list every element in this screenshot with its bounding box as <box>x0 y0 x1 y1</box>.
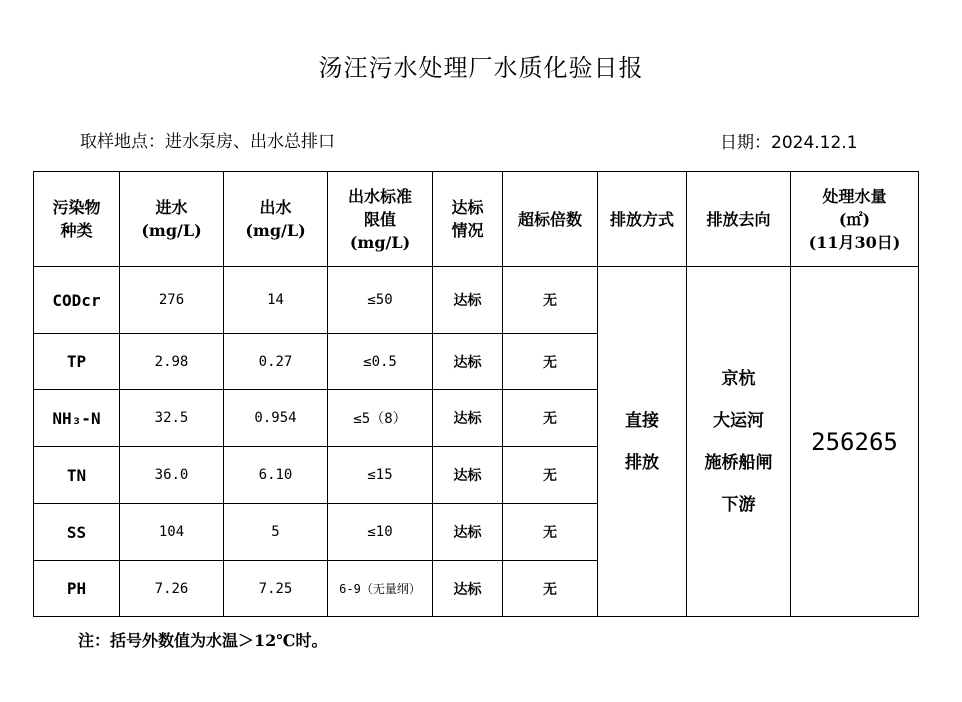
cell-discharge-destination: 京杭 大运河 施桥船闸 下游 <box>687 267 791 617</box>
cell-effluent: 7.25 <box>224 561 328 617</box>
header-volume: 处理水量 (㎡) (11月30日) <box>791 172 919 267</box>
table-header-row <box>34 172 919 267</box>
report-date: 日期：2024.12.1 <box>720 133 858 153</box>
cell-exceed: 无 <box>503 334 598 390</box>
cell-compliance: 达标 <box>433 447 503 504</box>
header-discharge-method: 排放方式 <box>598 172 687 267</box>
cell-pollutant: CODcr <box>34 267 120 334</box>
report-title: 汤汪污水处理厂水质化验日报 <box>318 54 644 82</box>
table-row <box>34 267 919 334</box>
water-quality-table <box>33 171 919 617</box>
cell-pollutant: NH₃-N <box>34 390 120 447</box>
cell-influent: 36.0 <box>120 447 224 504</box>
cell-effluent: 0.954 <box>224 390 328 447</box>
cell-compliance: 达标 <box>433 390 503 447</box>
header-exceed: 超标倍数 <box>503 172 598 267</box>
cell-exceed: 无 <box>503 267 598 334</box>
cell-limit: ≤15 <box>328 447 433 504</box>
header-discharge-destination: 排放去向 <box>687 172 791 267</box>
cell-limit: ≤10 <box>328 504 433 561</box>
cell-compliance: 达标 <box>433 504 503 561</box>
header-pollutant: 污染物 种类 <box>34 172 120 267</box>
cell-pollutant: TN <box>34 447 120 504</box>
header-effluent: 出水 (mg/L) <box>224 172 328 267</box>
cell-effluent: 6.10 <box>224 447 328 504</box>
footnote: 注：括号外数值为水温＞12℃时。 <box>78 631 328 650</box>
header-limit: 出水标准 限值 (mg/L) <box>328 172 433 267</box>
cell-limit: 6-9（无量纲） <box>328 561 433 617</box>
sampling-location: 取样地点：进水泵房、出水总排口 <box>80 132 335 152</box>
cell-pollutant: PH <box>34 561 120 617</box>
cell-compliance: 达标 <box>433 267 503 334</box>
cell-compliance: 达标 <box>433 561 503 617</box>
cell-pollutant: TP <box>34 334 120 390</box>
cell-influent: 2.98 <box>120 334 224 390</box>
cell-limit: ≤5（8） <box>328 390 433 447</box>
cell-influent: 276 <box>120 267 224 334</box>
cell-influent: 32.5 <box>120 390 224 447</box>
cell-limit: ≤50 <box>328 267 433 334</box>
header-compliance: 达标 情况 <box>433 172 503 267</box>
cell-effluent: 0.27 <box>224 334 328 390</box>
cell-limit: ≤0.5 <box>328 334 433 390</box>
cell-discharge-method: 直接 排放 <box>598 267 687 617</box>
cell-exceed: 无 <box>503 504 598 561</box>
cell-effluent: 14 <box>224 267 328 334</box>
cell-effluent: 5 <box>224 504 328 561</box>
cell-exceed: 无 <box>503 561 598 617</box>
cell-influent: 104 <box>120 504 224 561</box>
cell-exceed: 无 <box>503 390 598 447</box>
cell-exceed: 无 <box>503 447 598 504</box>
cell-compliance: 达标 <box>433 334 503 390</box>
cell-influent: 7.26 <box>120 561 224 617</box>
cell-volume: 256265 <box>791 267 919 617</box>
cell-pollutant: SS <box>34 504 120 561</box>
header-influent: 进水 (mg/L) <box>120 172 224 267</box>
